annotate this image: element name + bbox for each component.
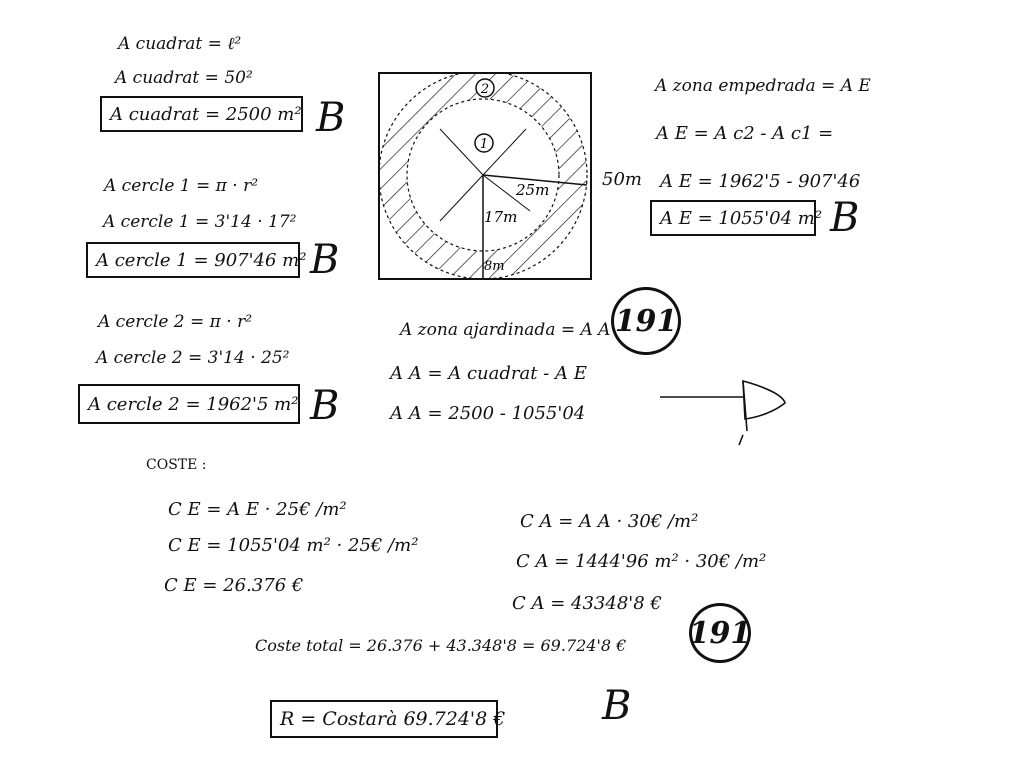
circle2-substitution: A cercle 2 = 3'14 · 25² [96,348,290,368]
square-result: A cuadrat = 2500 m² [110,104,302,125]
label-25m: 25m [516,181,550,199]
geometry-figure [378,72,628,292]
square-formula: A cuadrat = ℓ² [118,34,242,54]
label-2: 2 [480,82,490,97]
circle1-grade-mark: B [310,237,340,283]
paved-result: A E = 1055'04 m² [660,208,823,229]
cost-heading: COSTE : [146,457,207,473]
paved-result-box [650,200,823,236]
circle1-result-box [86,242,307,278]
ce-substitution: C E = 1055'04 m² · 25€ /m² [168,535,419,556]
circle1-formula: A cercle 1 = π · r² [104,176,259,196]
ce-result: C E = 26.376 € [164,575,304,596]
answer-text: R = Costarà 69.724'8 € [280,708,506,730]
answer-box [270,700,506,738]
ce-formula: C E = A E · 25€ /m² [168,499,347,520]
ca-substitution: C A = 1444'96 m² · 30€ /m² [516,551,767,572]
grade-circle-top [611,287,681,355]
grade-value-top: 191 [614,303,678,339]
circle2-formula: A cercle 2 = π · r² [98,312,253,332]
circle2-grade-mark: B [310,383,340,429]
garden-formula: A A = A cuadrat - A E [390,363,587,384]
ca-formula: C A = A A · 30€ /m² [520,511,699,532]
label-17m: 17m [484,208,518,226]
paved-substitution: A E = 1962'5 - 907'46 [660,171,861,192]
circle2-result-box [78,384,300,424]
paved-grade-mark: B [830,195,860,241]
grade-circle-bottom [689,603,751,663]
paved-title: A zona empedrada = A E [655,76,871,96]
circle2-result: A cercle 2 = 1962'5 m² [88,394,299,415]
square-grade-mark: B [316,95,346,141]
label-1: 1 [479,137,489,152]
grade-value-bottom: 191 [688,615,752,651]
circle1-substitution: A cercle 1 = 3'14 · 17² [103,212,297,232]
square-result-box [100,96,303,132]
garden-title: A zona ajardinada = A A [400,320,611,340]
ca-result: C A = 43348'8 € [512,593,662,614]
circle1-result: A cercle 1 = 907'46 m² [96,250,307,271]
continue-arrow-icon [655,375,795,455]
label-8m: 8m [484,259,505,274]
label-50m: 50m [602,169,642,190]
cost-total: Coste total = 26.376 + 43.348'8 = 69.724'8 € [255,636,627,655]
answer-grade-mark: B [602,683,632,729]
square-substitution: A cuadrat = 50² [115,68,253,88]
paved-formula: A E = A c2 - A c1 = [656,123,834,144]
garden-substitution: A A = 2500 - 1055'04 [390,403,586,424]
